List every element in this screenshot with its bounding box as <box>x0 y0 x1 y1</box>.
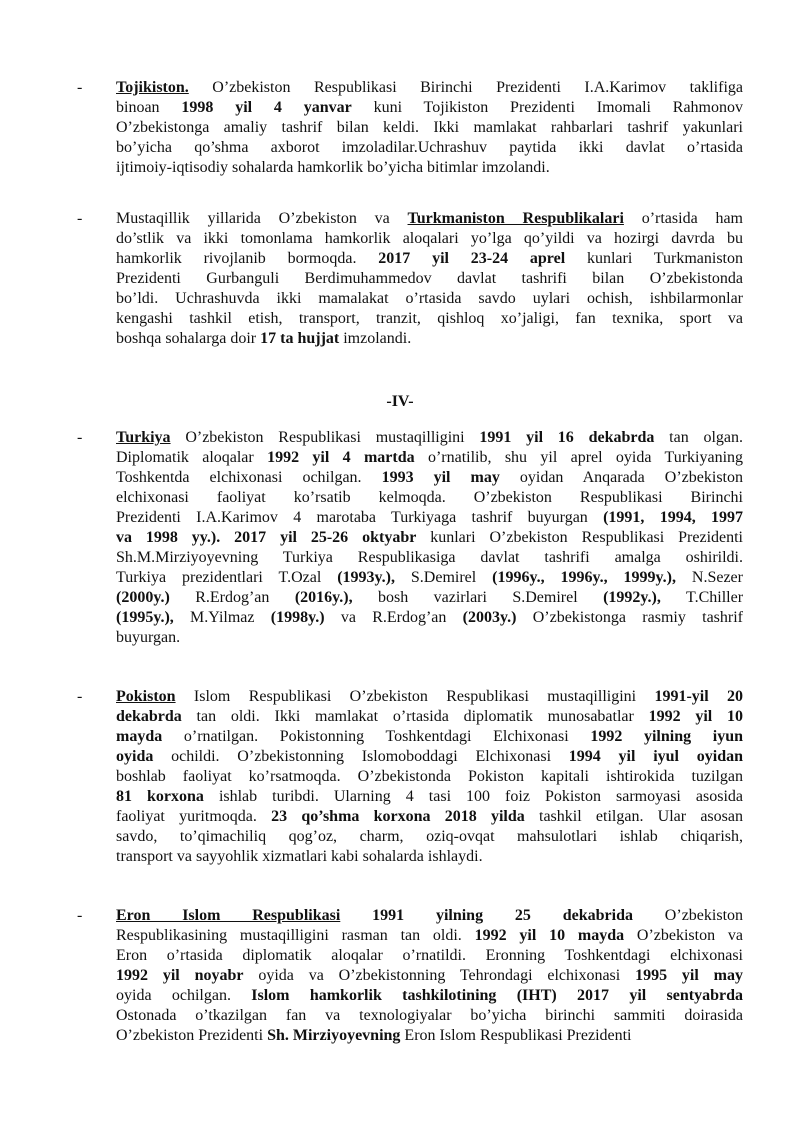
text-run: Toshkentda elchixonasi ochilgan. <box>116 469 382 486</box>
text-run: do’stlik va ikki tomonlama hamkorlik aloqalari yo’lga qo’yildi va hozirgi davrda bu <box>116 230 743 247</box>
country-name: Eron Islom Respublikasi <box>116 907 341 924</box>
text-line <box>116 229 743 249</box>
text-run: O’zbekistonga amaliy tashrif bilan keldi. Ikki mamlakat rahbarlari tashrif yakunlari <box>116 119 743 136</box>
text-line <box>116 78 743 98</box>
text-line <box>116 118 743 138</box>
text-run: O’zbekiston <box>632 907 744 924</box>
text-line <box>116 847 743 867</box>
text-run: R.Erdog’an <box>169 589 295 606</box>
text-line <box>116 1026 743 1046</box>
text-line <box>116 966 743 986</box>
text-run: bo’yicha qo’shma axborot imzoladilar.Uchrashuv paytida ikki davlat o’rtasida <box>116 139 743 156</box>
bold-text: oyida <box>116 748 154 765</box>
text-run: tan oldi. Ikki mamlakat o’rtasida diplomatik munosabatlar <box>181 708 649 725</box>
bold-text: 1991 yilning 25 dekabrida <box>372 907 633 924</box>
bold-text: (1991, 1994, 1997 <box>603 509 744 526</box>
text-run: O’zbekiston va <box>624 927 743 944</box>
paragraph-body <box>116 78 743 178</box>
text-run: binoan <box>116 99 182 116</box>
bold-text: 1993 yil may <box>381 469 500 486</box>
bold-text: 23 qo’shma korxona 2018 yilda <box>271 808 525 825</box>
text-run: transport va sayyohlik xizmatlari kabi sohalarda ishlaydi. <box>116 848 483 865</box>
text-run: oyida ochilgan. <box>116 987 252 1004</box>
text-line <box>116 986 743 1006</box>
bold-text: Sh. Mirziyoyevning <box>267 1027 401 1044</box>
bold-text: (1993y.), <box>337 569 395 586</box>
text-run: boshqa sohalarga doir <box>116 330 261 347</box>
text-run: imzolandi. <box>339 330 412 347</box>
country-name: Turkmaniston Respublikalari <box>407 210 624 227</box>
text-run: Prezidenti Gurbanguli Berdimuhammedov davlat tashrifi bilan O’zbekistonda <box>116 270 743 287</box>
text-run: Eron o’rtasida diplomatik aloqalar o’rnatildi. Eronning Toshkentdagi elchixonasi <box>116 947 743 964</box>
text-run: kunlari O’zbekiston Respublikasi Prezidenti <box>416 529 744 546</box>
text-run: savdo, to’qimachiliq qog’oz, charm, oziq-ovqat mahsulotlari ishlab chiqarish, <box>116 828 743 845</box>
text-run: Diplomatik aloqalar <box>116 449 268 466</box>
text-line <box>116 289 743 309</box>
text-line <box>116 329 743 349</box>
text-line <box>116 488 743 508</box>
text-run: va R.Erdog’an <box>324 609 463 626</box>
text-line <box>116 588 743 608</box>
text-run: elchixonasi faoliyat ko’rsatib kelmoqda. O’zbekiston Respublikasi Birinchi <box>116 489 743 506</box>
bold-text: (2000y.) <box>116 589 170 606</box>
paragraph-body <box>116 428 743 648</box>
list-dash: - <box>77 907 83 924</box>
bold-text: 1998 yil 4 yanvar <box>181 99 352 116</box>
text-run: M.Yilmaz <box>173 609 271 626</box>
bold-text: 2017 yil 23-24 aprel <box>378 250 566 267</box>
text-line <box>116 727 743 747</box>
paragraph-body <box>116 906 743 1046</box>
text-run: boshlab faoliyat ko’rsatmoqda. O’zbekistonda Pokiston kapitali ishtirokida tuzilgan <box>116 768 743 785</box>
text-run: tan olgan. <box>654 429 744 446</box>
bold-text: va 1998 yy.). 2017 yil 25-26 oktyabr <box>116 529 417 546</box>
text-line <box>116 767 743 787</box>
text-line <box>116 906 743 926</box>
bold-text: 1992 yil 10 mayda <box>474 927 625 944</box>
text-run: oyida va O’zbekistonning Tehrondagi elchixonasi <box>243 967 636 984</box>
paragraph-turkmaniston <box>77 209 743 349</box>
text-run: Eron Islom Respublikasi Prezidenti <box>400 1027 632 1044</box>
bold-text: (1992y.), <box>603 589 661 606</box>
text-run: ochildi. O’zbekistonning Islomoboddagi Elchixonasi <box>153 748 569 765</box>
bold-text: 1991-yil 20 <box>654 688 744 705</box>
text-run: hamkorlik rivojlanib bormoqda. <box>116 250 379 267</box>
country-name: Pokiston <box>116 688 176 705</box>
text-line <box>116 269 743 289</box>
list-dash: - <box>77 210 83 227</box>
text-run: N.Sezer <box>675 569 743 586</box>
text-run: O’zbekistonga rasmiy tashrif <box>516 609 743 626</box>
text-line <box>116 807 743 827</box>
paragraph-pokiston <box>77 687 743 867</box>
text-line <box>116 608 743 628</box>
text-run: Sh.M.Mirziyoyevning Turkiya Respublikasiga davlat tashrifi amalga oshirildi. <box>116 549 743 566</box>
paragraph-eron <box>77 906 743 1046</box>
bold-text: (1995y.), <box>116 609 174 626</box>
bold-text: mayda <box>116 728 163 745</box>
bold-text: (2003y.) <box>462 609 517 626</box>
text-line <box>116 548 743 568</box>
text-line <box>116 468 743 488</box>
text-run: Islom Respublikasi O’zbekiston Respublikasi mustaqilligini <box>175 688 655 705</box>
text-run: O’zbekiston Prezidenti <box>116 1027 268 1044</box>
text-line <box>116 249 743 269</box>
paragraph-turkiya <box>77 428 743 648</box>
bold-text: 81 korxona <box>116 788 204 805</box>
text-run: T.Chiller <box>660 589 744 606</box>
text-line <box>116 158 743 178</box>
text-line <box>116 428 743 448</box>
bold-text: dekabrda <box>116 708 182 725</box>
country-name: Tojikiston. <box>116 79 189 96</box>
list-dash: - <box>77 688 83 705</box>
text-run <box>340 907 372 924</box>
text-run: O’zbekiston Respublikasi Birinchi Prezidenti I.A.Karimov taklifiga <box>188 79 743 96</box>
bold-text: 1992 yil 10 <box>648 708 744 725</box>
text-run: Turkiya prezidentlari T.Ozal <box>116 569 338 586</box>
text-line <box>116 687 743 707</box>
text-run: o’rnatilib, shu yil aprel oyida Turkiyaning <box>414 449 744 466</box>
text-line <box>116 946 743 966</box>
bold-text: Islom hamkorlik tashkilotining (IHT) 2017 yil sentyabrda <box>251 987 744 1004</box>
bold-text: (1998y.) <box>270 609 325 626</box>
bold-text: 1995 yil may <box>635 967 743 984</box>
text-run: kunlari Turkmaniston <box>565 250 743 267</box>
text-run: oyidan Anqarada O’zbekiston <box>499 469 743 486</box>
country-name: Turkiya <box>116 429 171 446</box>
paragraph-tojikiston <box>77 78 743 178</box>
text-line <box>116 138 743 158</box>
list-dash: - <box>77 79 83 96</box>
bold-text: 1991 yil 16 dekabrda <box>479 429 655 446</box>
text-run: o’rnatilgan. Pokistonning Toshkentdagi Elchixonasi <box>162 728 591 745</box>
list-dash: - <box>77 429 83 446</box>
text-line <box>116 628 743 648</box>
text-line <box>116 508 743 528</box>
text-run: Prezidenti I.A.Karimov 4 marotaba Turkiyaga tashrif buyurgan <box>116 509 604 526</box>
text-run: kengashi tashkil etish, transport, tranzit, qishloq xo’jaligi, fan texnika, sport va <box>116 310 743 327</box>
text-line <box>116 707 743 727</box>
bold-text: 17 ta hujjat <box>260 330 340 347</box>
text-line <box>116 568 743 588</box>
bold-text: 1992 yil 4 martda <box>267 449 415 466</box>
text-run: ijtimoiy-iqtisodiy sohalarda hamkorlik bo’yicha bitimlar imzolandi. <box>116 159 550 176</box>
text-run: ishlab turibdi. Ularning 4 tasi 100 foiz Pokiston sarmoyasi asosida <box>203 788 743 805</box>
text-run: tashkil etilgan. Ular asosan <box>524 808 743 825</box>
bold-text: (2016y.), <box>294 589 353 606</box>
text-line <box>116 209 743 229</box>
section-heading: -IV- <box>386 393 414 410</box>
text-run: kuni Tojikiston Prezidenti Imomali Rahmonov <box>351 99 743 116</box>
text-run: Respublikasining mustaqilligini rasman tan oldi. <box>116 927 475 944</box>
text-run: faoliyat yuritmoqda. <box>116 808 272 825</box>
text-line <box>116 528 743 548</box>
paragraph-body <box>116 209 743 349</box>
text-line <box>116 98 743 118</box>
text-line <box>116 448 743 468</box>
text-run: o’rtasida ham <box>623 210 743 227</box>
paragraph-body <box>116 687 743 867</box>
text-run: Ostonada o’tkazilgan fan va texnologiyalar bo’yicha birinchi sammiti doirasida <box>116 1007 743 1024</box>
text-run: buyurgan. <box>116 629 181 646</box>
text-run: bosh vazirlari S.Demirel <box>352 589 604 606</box>
bold-text: 1992 yilning iyun <box>590 728 744 745</box>
text-run: Mustaqillik yillarida O’zbekiston va <box>116 210 408 227</box>
text-run: bo’ldi. Uchrashuvda ikki mamalakat o’rtasida savdo uylari ochish, ishbilarmonlar <box>116 290 743 307</box>
text-line <box>116 309 743 329</box>
bold-text: (1996y., 1996y., 1999y.), <box>492 569 676 586</box>
text-line <box>116 787 743 807</box>
text-run: S.Demirel <box>394 569 493 586</box>
text-line <box>116 827 743 847</box>
bold-text: 1992 yil noyabr <box>116 967 244 984</box>
text-line <box>116 1006 743 1026</box>
text-line <box>116 747 743 767</box>
bold-text: 1994 yil iyul oyidan <box>568 748 743 765</box>
text-line <box>116 926 743 946</box>
text-run: O’zbekiston Respublikasi mustaqilligini <box>170 429 480 446</box>
